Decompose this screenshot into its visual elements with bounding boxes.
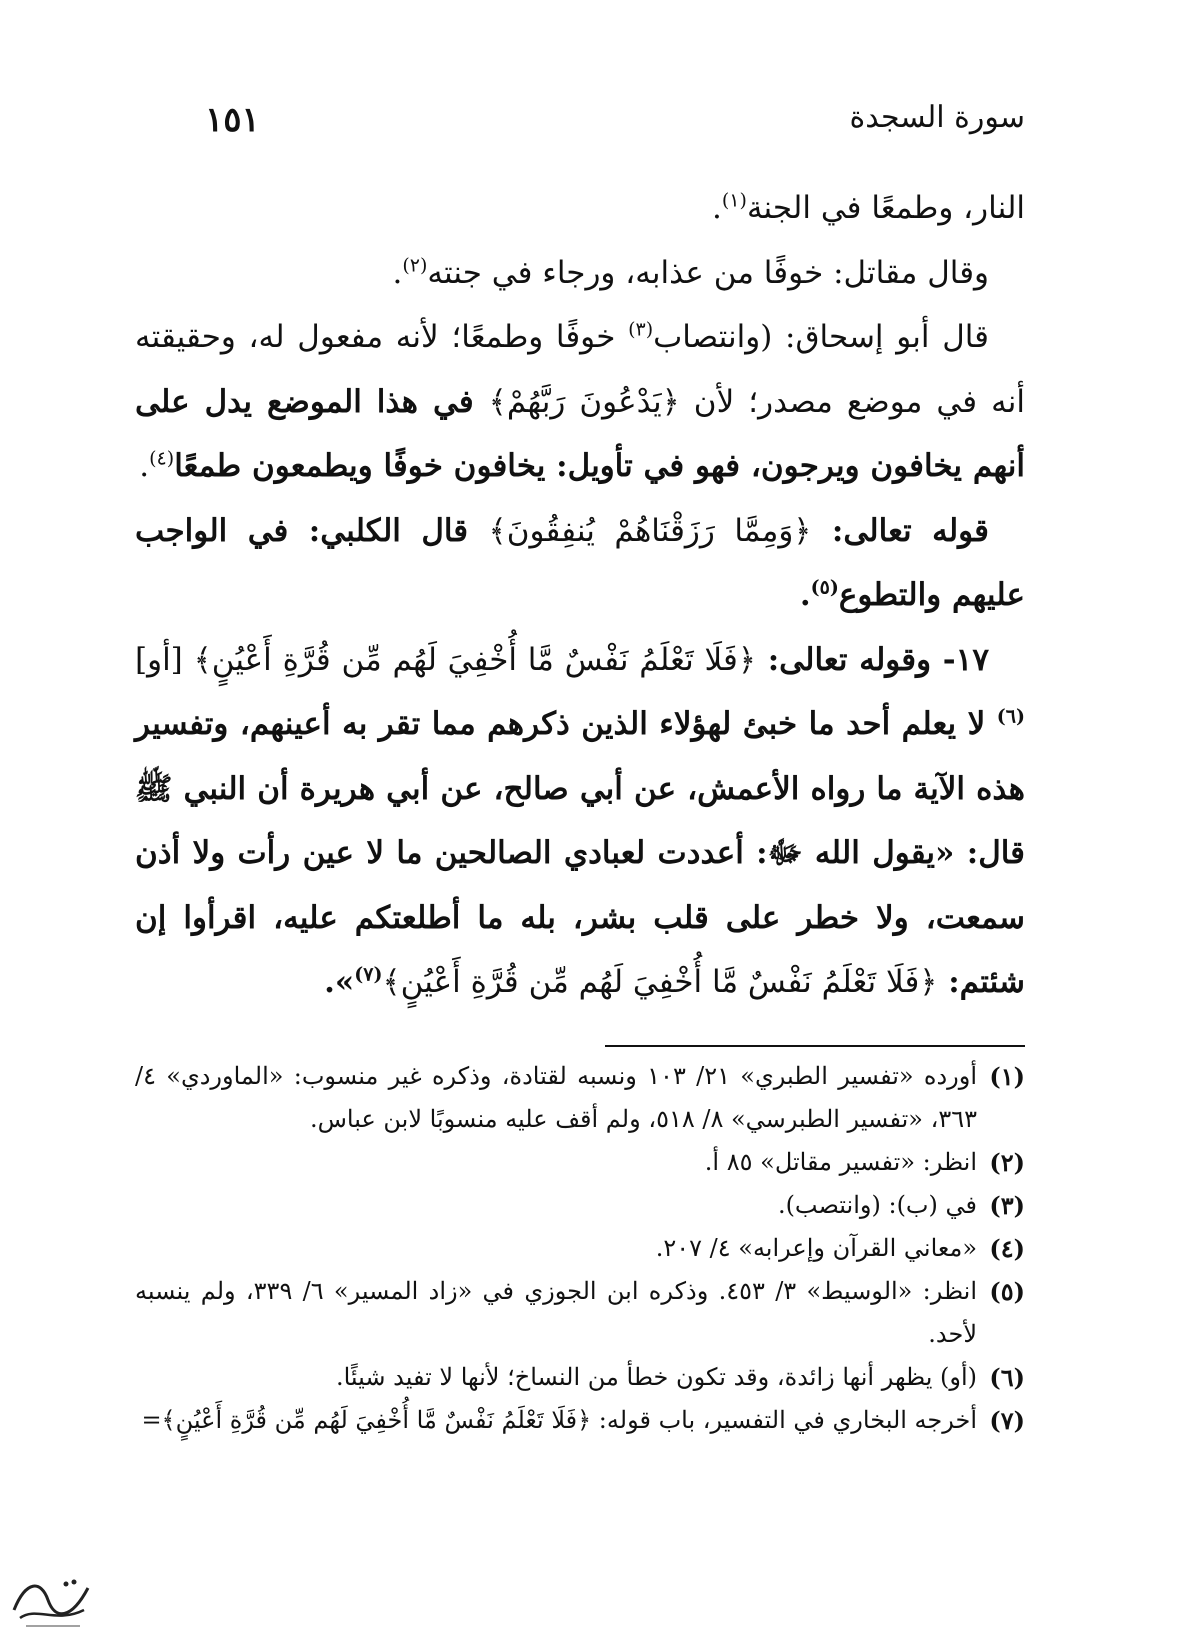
footnote-text: «معاني القرآن وإعرابه» ٤/ ٢٠٧.	[655, 1234, 977, 1262]
text-run: [أو]	[135, 641, 194, 678]
footnote-number: (٧)	[989, 1406, 1025, 1435]
text-run: النار، وطمعًا في الجنة	[746, 190, 1025, 226]
paragraph-3: قال أبو إسحاق: (وانتصاب$^{(٣)}$ خوفًا وطمعًا؛ لأنه مفعول له، وحقيقته أنه في موضع مصدر؛ لأن ﴿يَدْعُونَ رَبَّهُمْ﴾ في هذا الموضع يدل على أنهم يخافون ويرجون، فهو في تأويل: يخافون خوفًا ويطمعون طمعًا$^{(٤)}$.	[135, 318, 1025, 484]
text-run: قال أبو إسحاق: (وانتصاب	[653, 319, 989, 355]
footnote-text: أخرجه البخاري في التفسير، باب قوله: ﴿فَلَا تَعْلَمُ نَفْسٌ مَّا أُخْفِيَ لَهُم مِّن قُرَّةِ أَعْيُنٍ﴾=	[141, 1406, 977, 1434]
page-number: ١٥١	[205, 100, 260, 140]
footnote-ref: (٣)	[628, 318, 654, 341]
text-run: وقال مقاتل: خوفًا من عذابه، ورجاء في جنته	[427, 254, 989, 291]
footnote	[135, 1399, 1025, 1442]
footnote-ref: (٤)	[149, 447, 175, 470]
footnote-text: (أو) يظهر أنها زائدة، وقد تكون خطأ من النساخ؛ لأنها لا تفيد شيئًا.	[335, 1363, 977, 1391]
footnotes	[135, 1055, 1025, 1442]
text-run: في هذا الموضع يدل على أنهم يخافون ويرجون، فهو في تأويل: يخافون خوفًا ويطمعون طمعًا	[135, 383, 1025, 484]
footnote	[135, 1356, 1025, 1399]
footnote-ref: (٥)	[810, 576, 839, 599]
footnote-number: (٣)	[989, 1191, 1025, 1220]
hadith-quote: «يقول الله ﷻ: أعددت لعبادي الصالحين ما لا عين رأت ولا أذن سمعت، ولا خطر على قلب بشر، بله ما أطلعتكم عليه، اقرأوا إن شئتم:	[135, 835, 1025, 1000]
footnote-number: (٢)	[989, 1148, 1025, 1177]
publisher-logo	[6, 1570, 96, 1632]
footnote-text: انظر: «الوسيط» ٣/ ٤٥٣. وذكره ابن الجوزي في «زاد المسير» ٦/ ٣٣٩، ولم ينسبه لأحد.	[135, 1277, 978, 1348]
footnote-text: في (ب): (وانتصب).	[777, 1191, 977, 1219]
footnote	[135, 1227, 1025, 1270]
paragraph-5	[135, 628, 1025, 1015]
page-header	[205, 100, 1025, 150]
text-run: خوفًا وطمعًا؛ لأنه مفعول له، وحقيقته أنه في موضع مصدر؛ لأن	[135, 319, 1025, 420]
paragraph-1: النار، وطمعًا في الجنة$^{(١)}$.	[712, 189, 1025, 226]
text-run: قال الكلبي: في الواجب عليهم والتطوع	[135, 512, 1025, 613]
footnote	[135, 1184, 1025, 1227]
footnote-separator	[605, 1045, 1025, 1047]
quran-quote: ﴿يَدْعُونَ رَبَّهُمْ﴾	[488, 383, 680, 420]
main-text	[135, 176, 1025, 1015]
footnote	[135, 1055, 1025, 1141]
footnote-number: (٥)	[989, 1277, 1025, 1306]
footnote	[135, 1270, 1025, 1356]
surah-title: سورة السجدة	[849, 100, 1025, 135]
paragraph-2: وقال مقاتل: خوفًا من عذابه، ورجاء في جنته$^{(٢)}$.	[392, 254, 989, 291]
text-run: ».	[324, 964, 355, 1000]
footnote-ref: (٢)	[402, 254, 428, 277]
text-run: ١٧- وقوله تعالى:	[755, 641, 989, 678]
quran-quote: ﴿فَلَا تَعْلَمُ نَفْسٌ مَّا أُخْفِيَ لَهُم مِّن قُرَّةِ أَعْيُنٍ﴾	[382, 964, 938, 1000]
footnote-number: (١)	[989, 1062, 1025, 1091]
footnote-text: انظر: «تفسير مقاتل» ٨٥ أ.	[704, 1148, 977, 1176]
footnote-ref: (١)	[721, 189, 747, 212]
footnote-text: أورده «تفسير الطبري» ٢١/ ١٠٣ ونسبه لقتادة، وذكره غير منسوب: «الماوردي» ٤/ ٣٦٣، «تفسير الطبرسي» ٨/ ٥١٨، ولم أقف عليه منسوبًا لابن عباس.	[135, 1062, 978, 1133]
footnote-ref: (٦)	[996, 705, 1025, 728]
footnote-number: (٦)	[989, 1363, 1025, 1392]
quran-quote: ﴿فَلَا تَعْلَمُ نَفْسٌ مَّا أُخْفِيَ لَهُم مِّن قُرَّةِ أَعْيُنٍ﴾	[193, 641, 756, 678]
quran-quote: ﴿وَمِمَّا رَزَقْنَاهُمْ يُنفِقُونَ﴾	[488, 512, 812, 549]
footnote	[135, 1141, 1025, 1184]
text-run: لا يعلم أحد ما خبئ لهؤلاء الذين ذكرهم مما تقر به أعينهم، وتفسير هذه الآية ما رواه الأعمش، عن أبي صالح، عن أبي هريرة أن النبي ﷺ قال:	[135, 706, 1025, 871]
text-run: قوله تعالى:	[811, 512, 989, 549]
paragraph-4: قوله تعالى: ﴿وَمِمَّا رَزَقْنَاهُمْ يُنفِقُونَ﴾ قال الكلبي: في الواجب عليهم والتطوع$^{(٥)}$.	[135, 512, 1025, 613]
footnote-number: (٤)	[989, 1234, 1025, 1263]
footnote-ref: (٧)	[354, 963, 383, 986]
